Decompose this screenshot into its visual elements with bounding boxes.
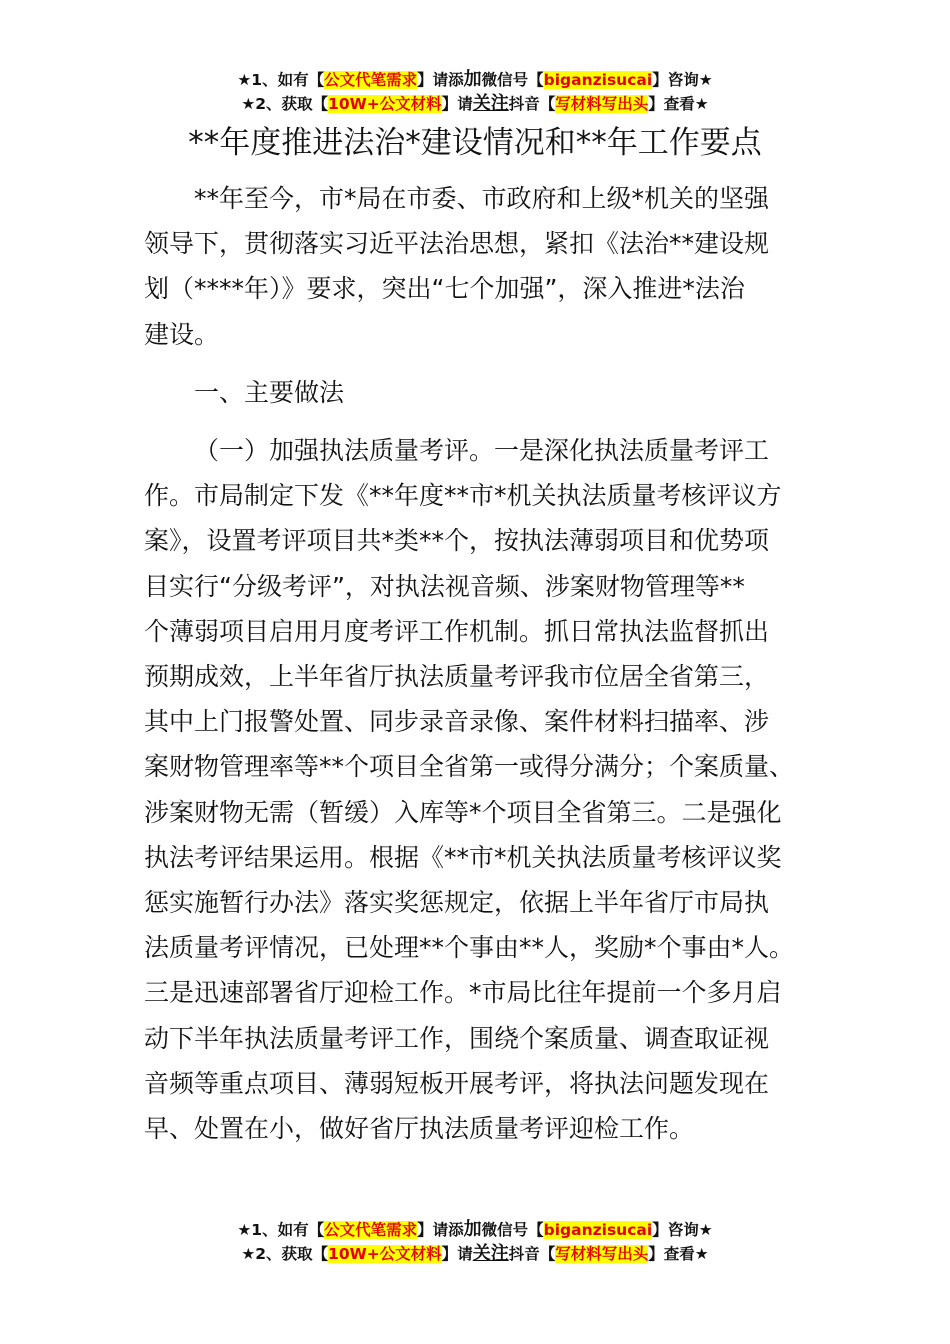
text-line: 建设。 — [144, 319, 220, 349]
text-line: 目实行“分级考评”，对执法视音频、涉案财物管理等** — [144, 571, 745, 601]
document-body — [144, 176, 824, 1151]
promo-text: ★1、如有【 — [237, 1221, 325, 1239]
intro-paragraph — [144, 176, 824, 357]
promo-text: ★2、获取【 — [241, 95, 329, 113]
text-line: 音频等重点项目、薄弱短板开展考评，将执法问题发现在 — [144, 1068, 770, 1098]
promo-text: 抖音【 — [508, 1245, 556, 1263]
text-line: 惩实施暂行办法》落实奖惩规定，依据上半年省厅市局执 — [144, 888, 770, 918]
promo-text: 抖音【 — [508, 95, 556, 113]
promo-text: ★1、如有【 — [237, 71, 325, 89]
promo-text: 】请添 — [417, 71, 464, 89]
promo-text: 】请 — [441, 1245, 473, 1263]
promo-highlight: 10W+公文材料 — [328, 95, 442, 113]
promo-text: 】查看★ — [648, 95, 709, 113]
promo-text: 】请 — [441, 95, 473, 113]
promo-text: ★2、获取【 — [241, 1245, 329, 1263]
text-line: 其中上门报警处置、同步录音录像、案件材料扫描率、涉 — [144, 707, 770, 737]
promo-emphasis: 加 — [463, 1219, 482, 1240]
text-line: 案》，设置考评项目共*类**个，按执法薄弱项目和优势项 — [144, 526, 770, 556]
top-promo-banner — [0, 68, 950, 116]
text-line: 动下半年执法质量考评工作，围绕个案质量、调查取证视 — [144, 1023, 770, 1053]
section-heading: 一、主要做法 — [194, 377, 345, 407]
promo-emphasis: 关注 — [472, 1243, 509, 1264]
body-paragraph — [144, 428, 824, 1151]
promo-line-1 — [0, 1218, 950, 1242]
text-line: 个薄弱项目启用月度考评工作机制。抓日常执法监督抓出 — [144, 616, 770, 646]
text-line: 早、处置在小，做好省厅执法质量考评迎检工作。 — [144, 1114, 695, 1144]
promo-text: 】请添 — [417, 1221, 464, 1239]
document-title: **年度推进法治*建设情况和**年工作要点 — [188, 125, 762, 161]
promo-highlight: 公文代笔需求 — [324, 71, 418, 89]
text-line: **年至今，市*局在市委、市政府和上级*机关的坚强 — [194, 184, 770, 213]
promo-highlight: 公文代笔需求 — [324, 1221, 418, 1239]
promo-line-2 — [0, 92, 950, 116]
text-line: 领导下，贯彻落实习近平法治思想，紧扣《法治**建设规 — [144, 229, 770, 259]
text-line: 法质量考评情况，已处理**个事由**人，奖励*个事由*人。 — [144, 933, 795, 963]
promo-emphasis: 加 — [463, 69, 482, 90]
promo-line-1 — [0, 68, 950, 92]
text-line: 划（****年）》要求，突出“七个加强”，深入推进*法治 — [144, 274, 745, 304]
text-line: 涉案财物无需（暂缓）入库等*个项目全省第三。二是强化 — [144, 797, 782, 827]
promo-text: 微信号【 — [481, 71, 544, 89]
text-line: 案财物管理率等**个项目全省第一或得分满分；个案质量、 — [144, 752, 795, 782]
promo-emphasis: 关注 — [472, 93, 509, 114]
promo-text: 微信号【 — [481, 1221, 544, 1239]
promo-text: 】查看★ — [648, 1245, 709, 1263]
bottom-promo-banner — [0, 1218, 950, 1266]
promo-highlight: 10W+公文材料 — [328, 1245, 442, 1263]
promo-text: 】咨询★ — [652, 1221, 713, 1239]
text-line: 三是迅速部署省厅迎检工作。*市局比往年提前一个多月启 — [144, 978, 782, 1008]
text-line: （一）加强执法质量考评。一是深化执法质量考评工 — [194, 436, 770, 466]
wechat-id-highlight: biganzisucai — [543, 1221, 653, 1239]
douyin-id-highlight: 写材料写出头 — [555, 95, 649, 113]
promo-text: 】咨询★ — [652, 71, 713, 89]
promo-line-2 — [0, 1242, 950, 1266]
text-line: 作。市局制定下发《**年度**市*机关执法质量考核评议方 — [144, 481, 782, 511]
wechat-id-highlight: biganzisucai — [543, 71, 653, 89]
text-line: 执法考评结果运用。根据《**市*机关执法质量考核评议奖 — [144, 842, 782, 872]
text-line: 预期成效，上半年省厅执法质量考评我市位居全省第三， — [144, 662, 770, 692]
douyin-id-highlight: 写材料写出头 — [555, 1245, 649, 1263]
